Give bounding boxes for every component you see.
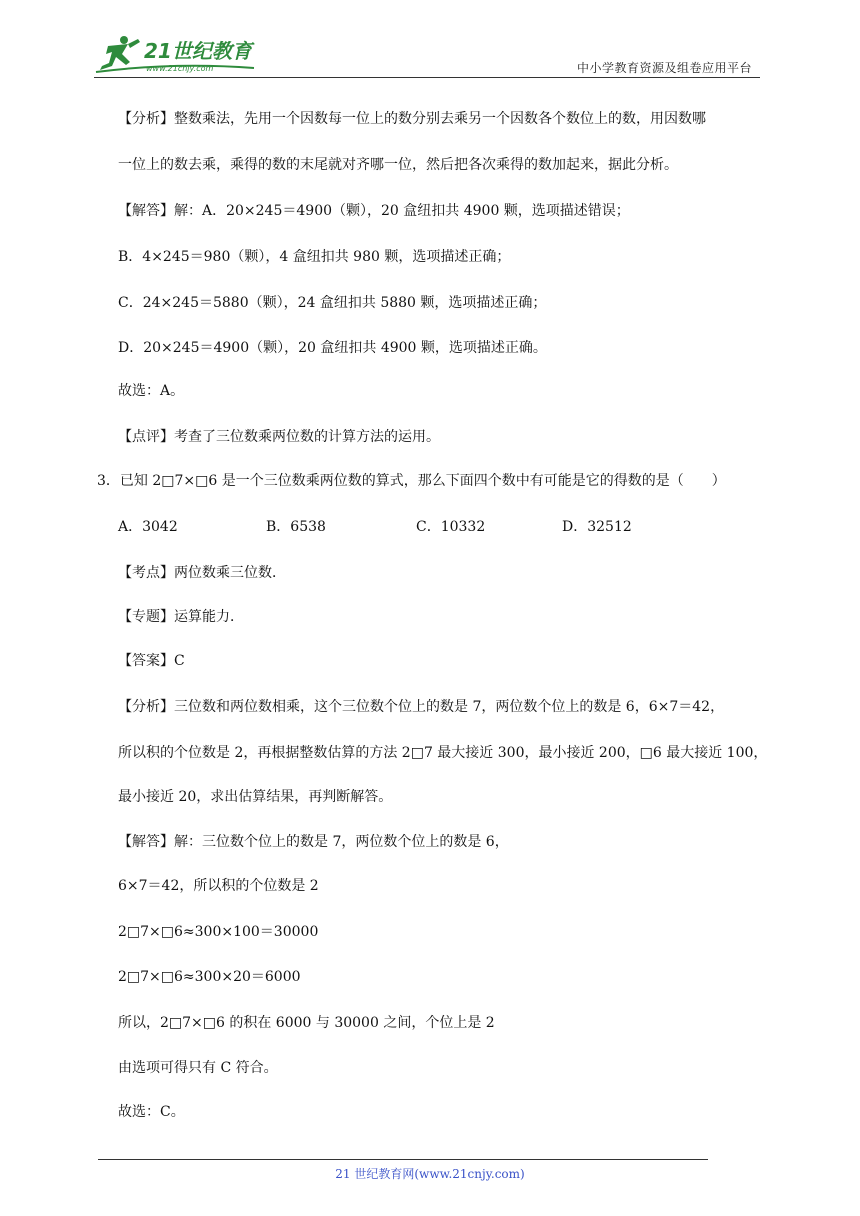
q3-answer: 【答案】C [118,653,185,669]
q3-solution-line-6: 由选项可得只有 C 符合。 [118,1060,278,1076]
site-logo [94,32,264,74]
header-divider [94,77,760,78]
q3-option-b: B．6538 [266,519,326,535]
logo-text: 21世纪教育 [144,39,252,63]
q3-stem: 3．已知 2□7×□6 是一个三位数乘两位数的算式，那么下面四个数中有可能是它的得数的是（ ） [97,473,726,489]
q3-analysis-line-1: 【分析】三位数和两位数相乘，这个三位数个位上的数是 7，两位数个位上的数是 6，6×7＝42， [118,699,725,715]
q2-comment: 【点评】考查了三位数乘两位数的计算方法的运用。 [118,429,440,445]
q3-option-d: D．32512 [562,519,632,535]
platform-name: 中小学教育资源及组卷应用平台 [576,61,752,75]
q2-answer-a: 【解答】解：A．20×245＝4900（颗），20 盒纽扣共 4900 颗，选项描述错误； [118,203,630,219]
q2-choice: 故选：A。 [118,383,185,399]
runner-logo-icon [94,32,264,74]
q3-solution-line-3: 2□7×□6≈300×100＝30000 [118,924,319,940]
q3-analysis-line-2: 所以积的个位数是 2，再根据整数估算的方法 2□7 最大接近 300，最小接近 200，□6 最大接近 100， [118,745,768,761]
q3-zhuanti: 【专题】运算能力． [118,609,244,625]
logo-url: www.21cnjy.com [146,64,214,73]
q2-answer-b: B．4×245＝980（颗），4 盒纽扣共 980 颗，选项描述正确； [118,249,511,265]
q2-answer-c: C．24×245＝5880（颗），24 盒纽扣共 5880 颗，选项描述正确； [118,295,547,311]
q3-choice: 故选：C。 [118,1104,185,1120]
q3-solution-line-2: 6×7＝42，所以积的个位数是 2 [118,878,319,894]
page-header [94,30,760,78]
q2-answer-d: D．20×245＝4900（颗），20 盒纽扣共 4900 颗，选项描述正确。 [118,340,547,356]
q2-analysis-line-1: 【分析】整数乘法，先用一个因数每一位上的数分别去乘另一个因数各个数位上的数，用因数哪 [118,111,706,127]
q2-analysis-line-2: 一位上的数去乘，乘得的数的末尾就对齐哪一位，然后把各次乘得的数加起来，据此分析。 [118,157,678,173]
footer-divider [98,1159,708,1160]
q3-option-a: A．3042 [118,519,178,535]
q3-solution-line-1: 【解答】解：三位数个位上的数是 7，两位数个位上的数是 6， [118,834,509,850]
q3-solution-line-4: 2□7×□6≈300×20＝6000 [118,969,301,985]
q3-solution-line-5: 所以，2□7×□6 的积在 6000 与 30000 之间，个位上是 2 [118,1015,495,1031]
q3-option-c: C．10332 [416,519,486,535]
footer-link[interactable]: 21 世纪教育网(www.21cnjy.com) [335,1167,525,1181]
q3-analysis-line-3: 最小接近 20，求出估算结果，再判断解答。 [118,789,393,805]
q3-kaodian: 【考点】两位数乘三位数． [118,565,286,581]
